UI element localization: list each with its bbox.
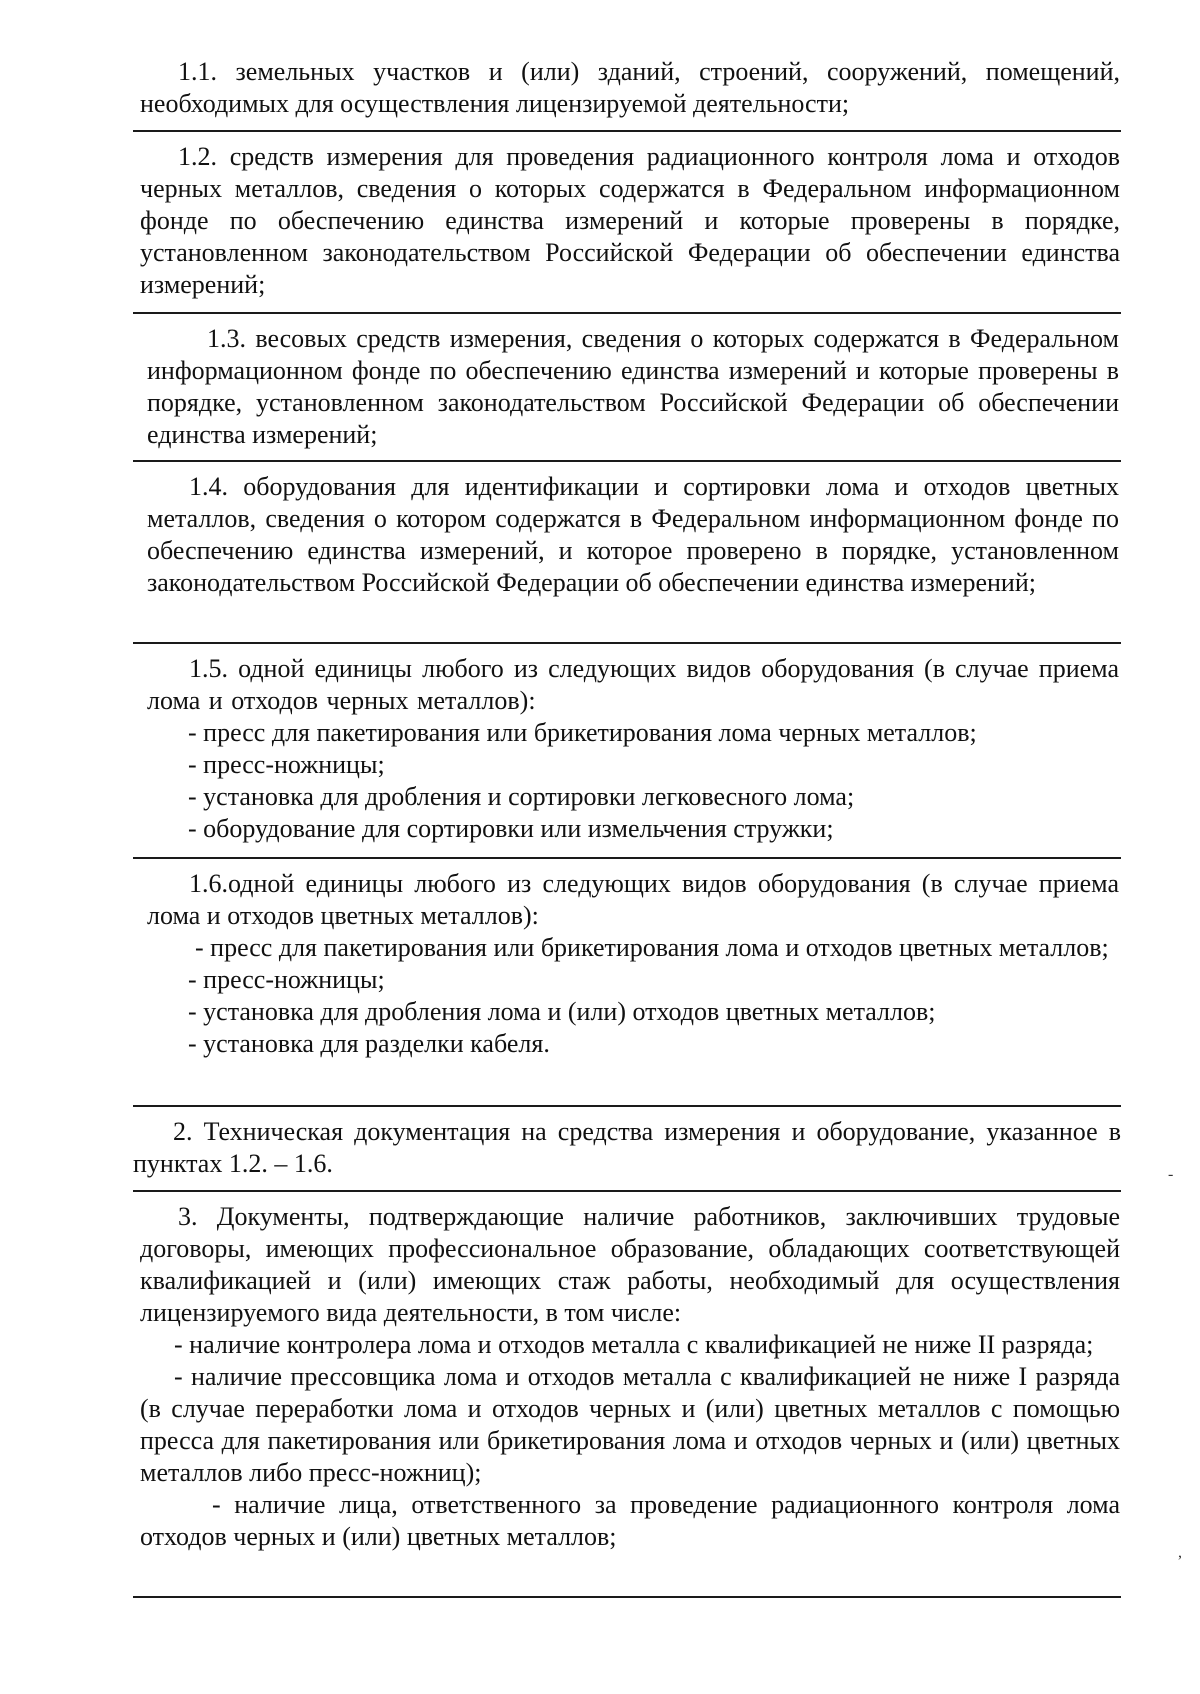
- list-item: - установка для дробления лома и (или) отходов цветных металлов;: [188, 997, 936, 1026]
- section-1-5-intro: 1.5. одной единицы любого из следующих видов оборудования (в случае приема лома и отходов черных металлов):: [147, 654, 1119, 715]
- list-item: - установка для дробления и сортировки легковесного лома;: [188, 782, 855, 811]
- list-item: - пресс-ножницы;: [188, 750, 385, 779]
- list-item: - наличие контролера лома и отходов металла с квалификацией не ниже II разряда;: [174, 1330, 1094, 1359]
- section-1-4-text: 1.4. оборудования для идентификации и сортировки лома и отходов цветных металлов, сведения о котором содержатся в Федеральном информационном фонде по обеспечению единства измерений, и которое проверено в порядке, установленном законодательством Российской Федерации об обеспечении единства измерений;: [147, 472, 1119, 597]
- scan-speck: -: [1168, 1166, 1174, 1183]
- list-item: - пресс-ножницы;: [188, 965, 385, 994]
- scan-speck: ,: [1178, 1544, 1182, 1561]
- list-item: - пресс для пакетирования или брикетирования лома и отходов цветных металлов;: [195, 933, 1109, 962]
- section-3-intro: 3. Документы, подтверждающие наличие работников, заключивших трудовые договоры, имеющих профессиональное образование, обладающих соответствующей квалификацией и (или) имеющих стаж работы, необходимый для осуществления лицензируемого вида деятельности, в том числе:: [140, 1202, 1120, 1327]
- section-3: [0, 1201, 1200, 1553]
- list-item: - наличие прессовщика лома и отходов металла с квалификацией не ниже I разряда (в случае переработки лома и отходов черных и (или) цветных металлов с помощью пресса для пакетирования или брикетирования лома и отходов черных и (или) цветных металлов либо пресс-ножниц);: [140, 1362, 1120, 1487]
- section-1-1: [0, 56, 1200, 120]
- list-item: - наличие лица, ответственного за проведение радиационного контроля лома отходов черных и (или) цветных металлов;: [140, 1490, 1120, 1551]
- section-1-6-intro: 1.6.одной единицы любого из следующих видов оборудования (в случае приема лома и отходов цветных металлов):: [147, 869, 1119, 930]
- divider-3: [133, 460, 1121, 462]
- section-1-5: [0, 653, 1200, 845]
- list-item: - установка для разделки кабеля.: [188, 1029, 550, 1058]
- divider-5: [133, 857, 1121, 859]
- divider-4: [133, 642, 1121, 644]
- section-1-2-text: 1.2. средств измерения для проведения радиационного контроля лома и отходов черных металлов, сведения о которых содержатся в Федеральном информационном фонде по обеспечению единства измерений и которые проверены в порядке, установленном законодательством Российской Федерации об обеспечении единства измерений;: [140, 142, 1120, 299]
- divider-2: [133, 312, 1121, 314]
- section-1-6: [0, 868, 1200, 1060]
- divider-7: [133, 1190, 1121, 1192]
- divider-8: [133, 1596, 1121, 1598]
- list-item: - оборудование для сортировки или измельчения стружки;: [188, 814, 834, 843]
- section-2: [0, 1116, 1200, 1180]
- list-item: - пресс для пакетирования или брикетирования лома черных металлов;: [188, 718, 977, 747]
- section-1-3-text: 1.3. весовых средств измерения, сведения о которых содержатся в Федеральном информационном фонде по обеспечению единства измерений и которые проверены в порядке, установленном законодательством Российской Федерации об обеспечении единства измерений;: [147, 324, 1119, 449]
- divider-6: [133, 1105, 1121, 1107]
- section-1-2: [0, 141, 1200, 301]
- section-1-3: [0, 323, 1200, 451]
- section-2-text: 2. Техническая документация на средства измерения и оборудование, указанное в пунктах 1.2. – 1.6.: [133, 1117, 1121, 1178]
- section-1-1-text: 1.1. земельных участков и (или) зданий, строений, сооружений, помещений, необходимых для осуществления лицензируемой деятельности;: [140, 57, 1120, 118]
- section-1-4: [0, 471, 1200, 599]
- divider-1: [133, 130, 1121, 132]
